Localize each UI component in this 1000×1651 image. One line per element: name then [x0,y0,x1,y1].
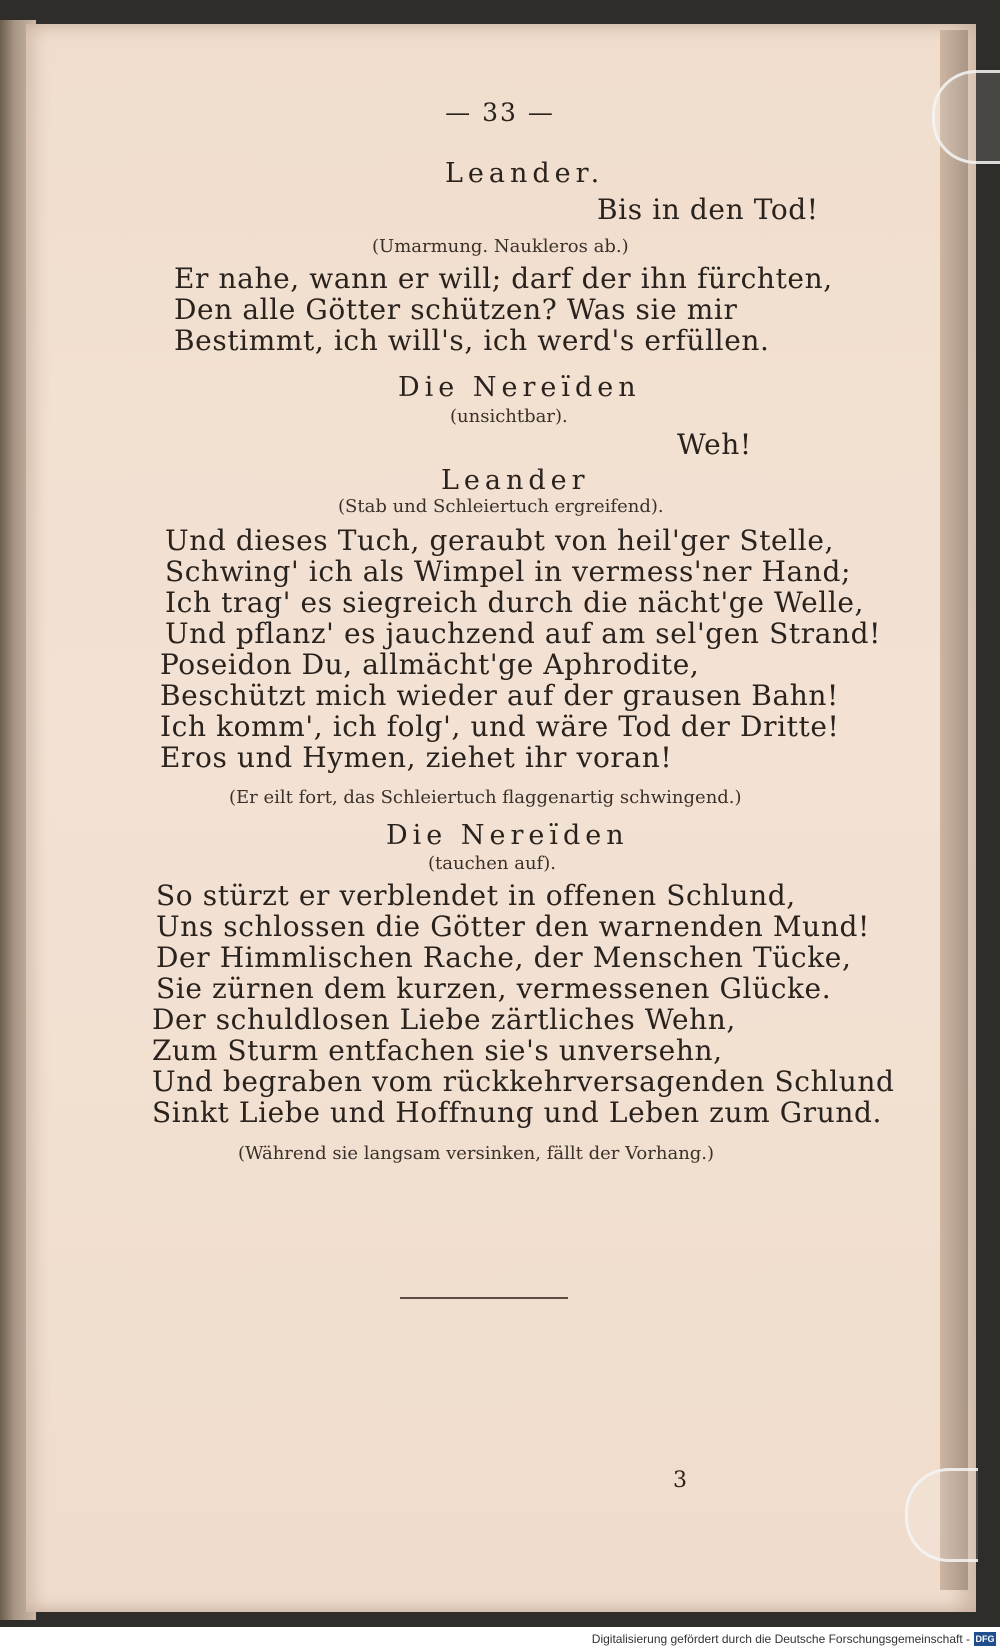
verse-line: Der schuldlosen Liebe zärtliches Wehn, [152,1003,736,1036]
verse-line: Bestimmt, ich will's, ich werd's erfüllen. [174,324,770,357]
verse-line: Und dieses Tuch, geraubt von heil'ger Stelle, [165,524,835,557]
verse-line: So stürzt er verblendet in offenen Schlund, [156,879,796,912]
stage-direction: (Er eilt fort, das Schleiertuch flaggenartig schwingend.) [229,787,742,808]
verse-line: Schwing' ich als Wimpel in vermess'ner Hand; [165,555,852,588]
page-edge-shadow [940,30,968,1590]
verse-line: Eros und Hymen, ziehet ihr voran! [160,741,673,774]
dfg-logo-icon: DFG [975,1634,995,1644]
verse-line: Und begraben vom rückkehrversagenden Schlund [152,1065,895,1098]
verse-line: Den alle Götter schützen? Was sie mir [174,293,738,326]
speaker-leander: Leander. [445,158,605,189]
verse-line: Weh! [677,428,752,461]
signature-mark: 3 [673,1468,687,1493]
verse-line: Uns schlossen die Götter den warnenden Mund! [156,910,870,943]
verse-line: Poseidon Du, allmächt'ge Aphrodite, [160,648,700,681]
verse-line: Zum Sturm entfachen sie's unversehn, [152,1034,723,1067]
speaker-leander: Leander [441,465,590,496]
footer-credit: Digitalisierung gefördert durch die Deutsche Forschungsgemeinschaft - [591,1632,970,1646]
verse-line: Er nahe, wann er will; darf der ihn fürchten, [174,262,833,295]
stage-direction: (Während sie langsam versinken, fällt der Vorhang.) [238,1143,715,1164]
bottom-page-clip [905,1468,978,1562]
speaker-nereiden: Die Nereïden [398,372,641,403]
verse-line: Ich komm', ich folg', und wäre Tod der Dritte! [160,710,840,743]
verse-line: Sie zürnen dem kurzen, vermessenen Glücke. [156,972,832,1005]
verse-line: Beschützt mich wieder auf der grausen Bahn! [160,679,839,712]
closing-rule [400,1297,568,1299]
verse-line: Und pflanz' es jauchzend auf am sel'gen Strand! [165,617,881,650]
stage-direction: (Stab und Schleiertuch ergreifend). [338,496,664,517]
digitization-footer [0,1627,1000,1651]
verse-line: Sinkt Liebe und Hoffnung und Leben zum Grund. [152,1096,882,1129]
stage-direction: (Umarmung. Naukleros ab.) [372,236,629,257]
stage-direction: (tauchen auf). [428,853,556,874]
verse-line: Bis in den Tod! [597,193,819,226]
page-number: — 33 — [445,98,555,127]
verse-line: Ich trag' es siegreich durch die nächt'ge Welle, [165,586,865,619]
stage-direction: (unsichtbar). [450,406,568,427]
speaker-nereiden: Die Nereïden [386,820,629,851]
verse-line: Der Himmlischen Rache, der Menschen Tücke, [156,941,852,974]
